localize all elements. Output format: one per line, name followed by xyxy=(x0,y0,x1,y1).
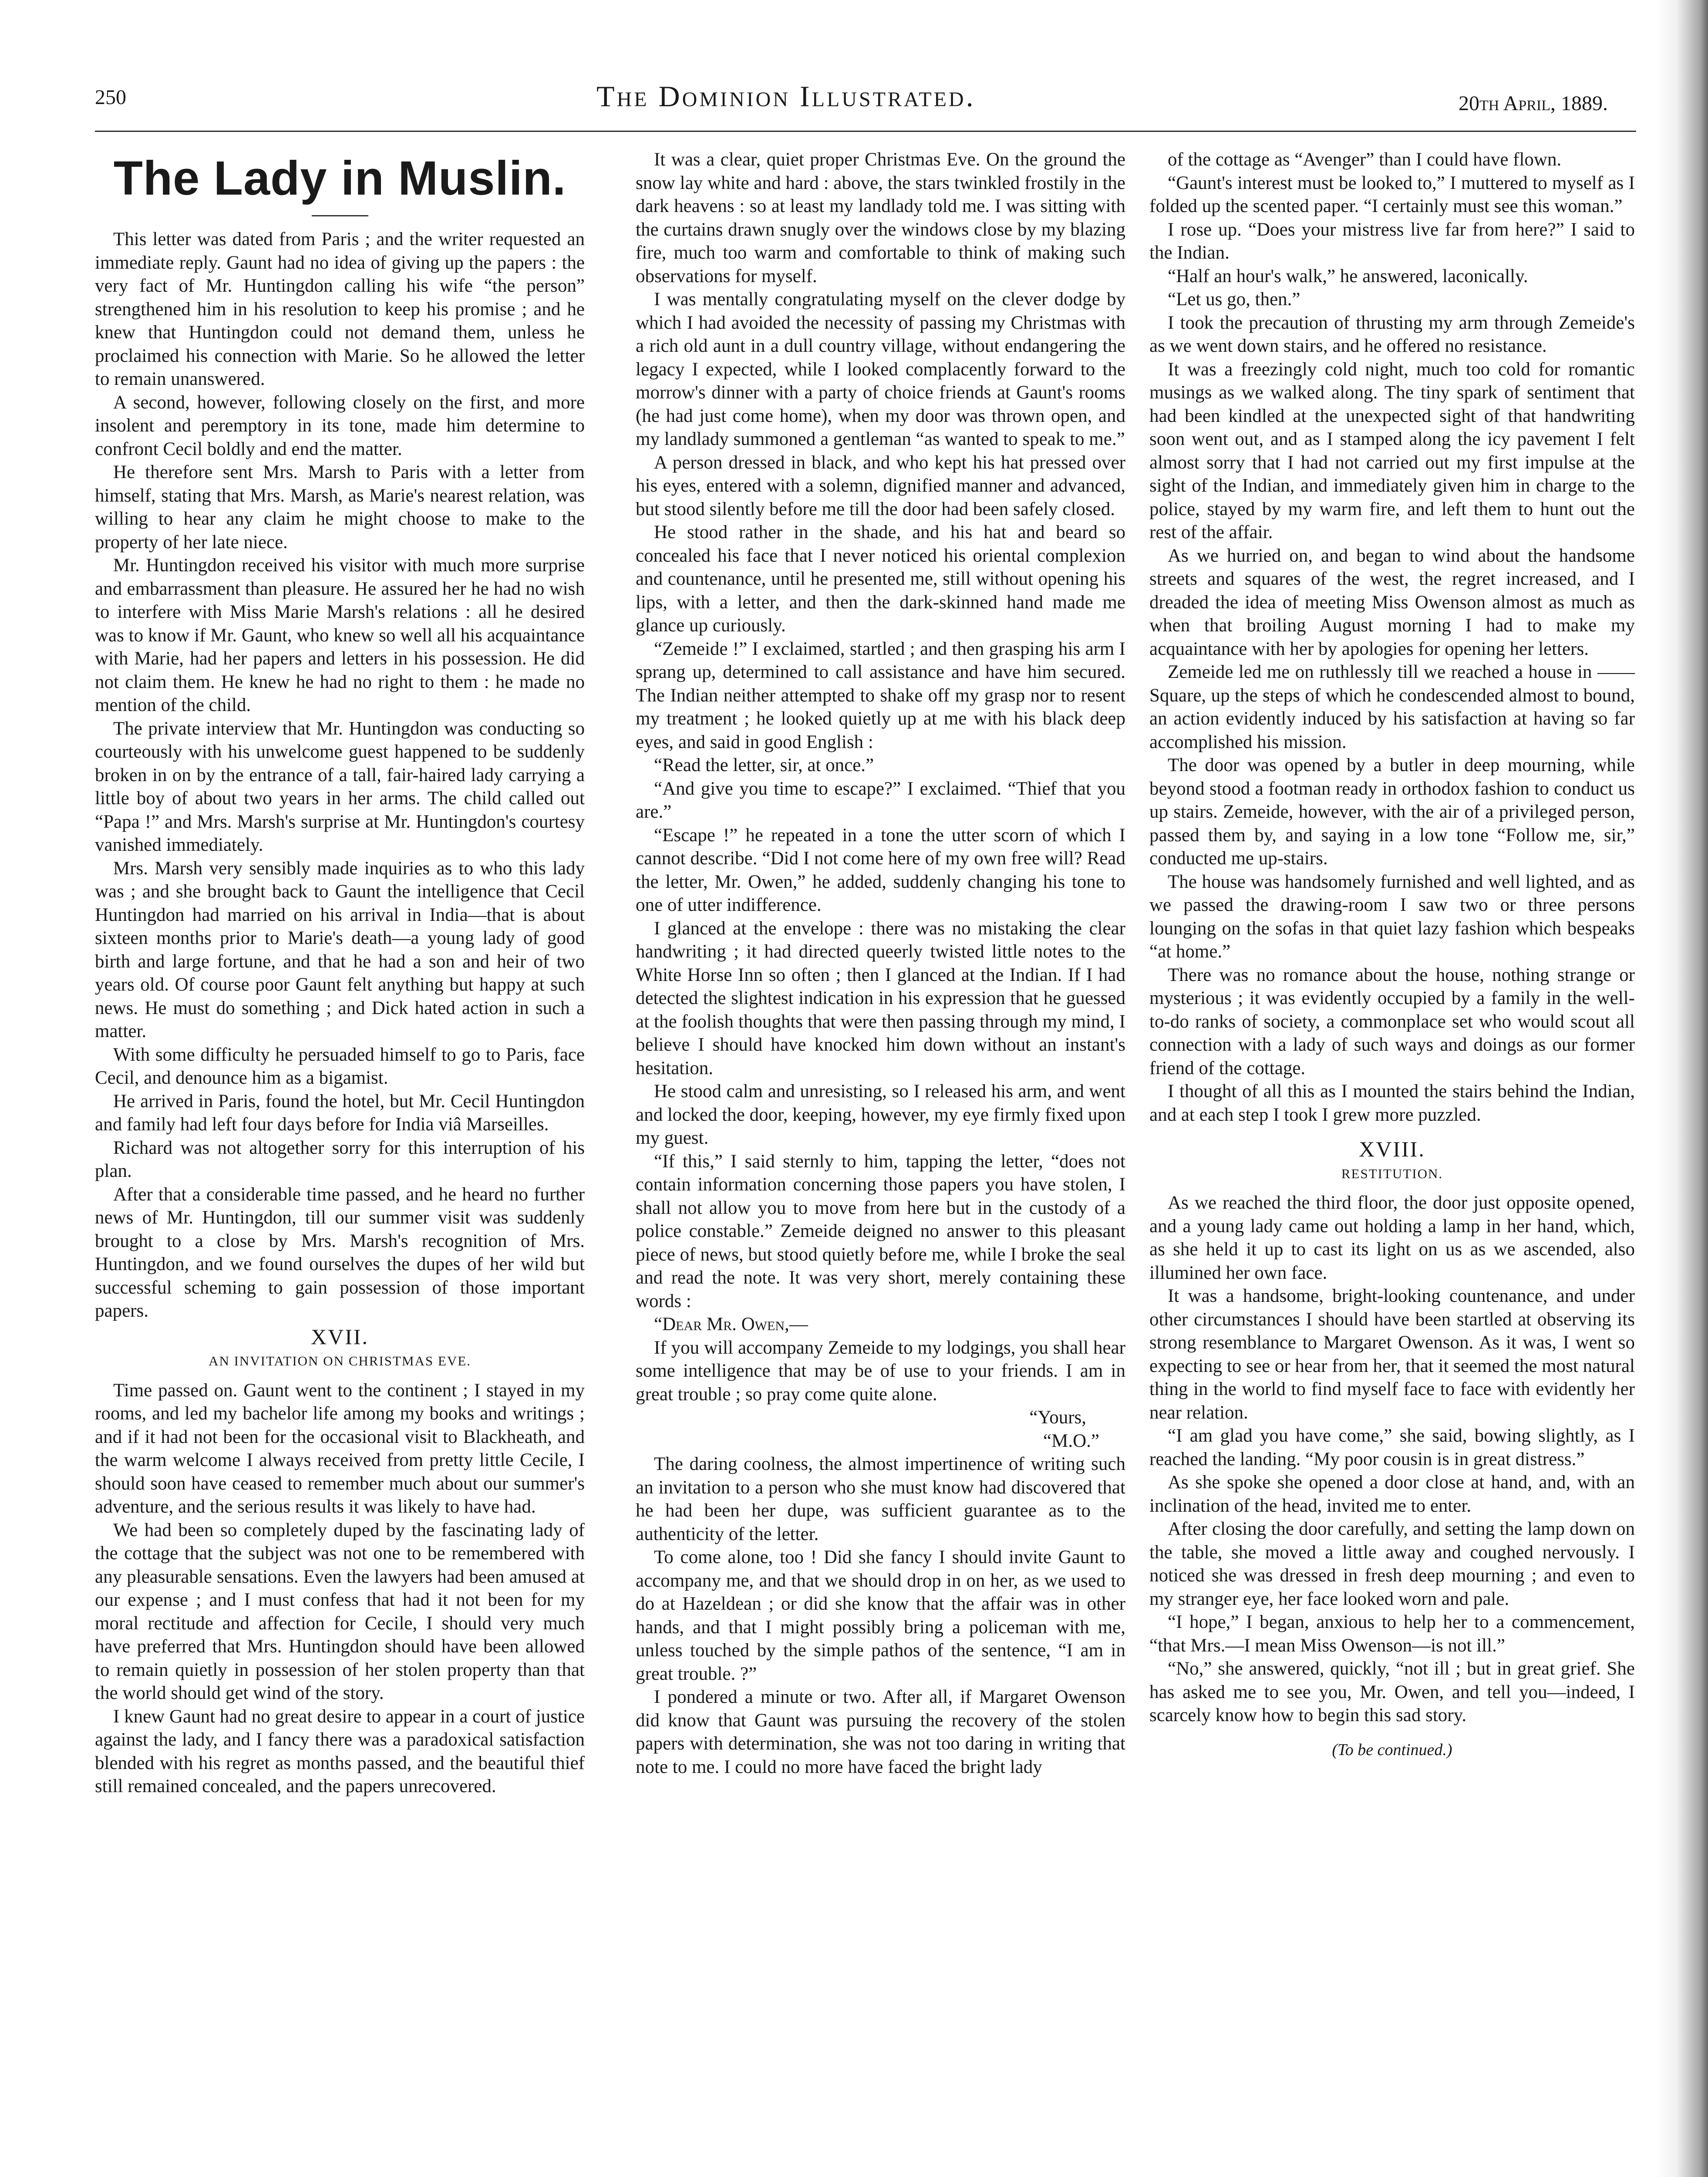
paragraph: A second, however, following closely on the first, and more insolent and peremptory in its tone, made him determine to confront Cecil boldly and end the matter. xyxy=(95,392,585,459)
paragraph: “Zemeide !” I exclaimed, startled ; and then grasping his arm I sprang up, determined to call assistance and have him secured. The Indian neither attempted to shake off my grasp nor to resent my treatment ; he looked quietly up at me with his black deep eyes, and said in good English : xyxy=(636,638,1125,752)
paragraph: As she spoke she opened a door close at hand, and, with an inclination of the head, invited me to enter. xyxy=(1149,1472,1635,1516)
paragraph: Mrs. Marsh very sensibly made inquiries as to who this lady was ; and she brought back to Gaunt the intelligence that Cecil Huntingdon had married on his arrival in India—that is about sixteen months prior to Marie's death—a young lady of good birth and large fortune, and that he had a son and heir of two years old. Of course poor Gaunt felt anything but happy at such news. He must do something ; and Dick hated action in such a matter. xyxy=(95,858,585,1041)
paragraph: I was mentally congratulating myself on the clever dodge by which I had avoided the necessity of passing my Christmas with a rich old aunt in a dull country village, without endangering the legacy I expected, while I looked complacently forward to the morrow's dinner with a party of choice friends at Gaunt's rooms (he had just come home), when my door was thrown open, and my landlady summoned a gentleman “as wanted to speak to me.” xyxy=(636,289,1125,449)
continued-note: (To be continued.) xyxy=(1332,1740,1452,1759)
paragraph: The door was opened by a butler in deep mourning, while beyond stood a footman ready in orthodox fashion to conduct us up stairs. Zemeide, however, with the air of a privileged person, passed them by, and saying in a low tone “Follow me, sir,” conducted me up-stairs. xyxy=(1149,755,1635,869)
paragraph: I thought of all this as I mounted the stairs behind the Indian, and at each step I took I grew more puzzled. xyxy=(1149,1081,1635,1125)
paragraph: It was a handsome, bright-looking countenance, and under other circumstances I should have been startled at observing its strong resemblance to Margaret Owenson. As it was, I went so expecting to see or hear from her, that it seemed the most natural thing in the world to find myself face to face with evidently her near relation. xyxy=(1149,1286,1635,1423)
paragraph: After that a considerable time passed, and he heard no further news of Mr. Huntingdon, till our summer visit was suddenly brought to a close by Mrs. Marsh's recognition of Mrs. Huntingdon, and we found ourselves the dupes of her wild but successful scheming to gain possession of those important papers. xyxy=(95,1184,585,1321)
page-number: 250 xyxy=(95,86,126,109)
paragraph: I knew Gaunt had no great desire to appear in a court of justice against the lady, and I fancy there was a paradoxical satisfaction blended with his regret as months passed, and the beautiful thief still remained concealed, and the papers unrecovered. xyxy=(95,1706,585,1796)
paragraph: The daring coolness, the almost impertinence of writing such an invitation to a person who she must know had discovered that he had been her dupe, was sufficient guarantee as to the authenticity of the letter. xyxy=(636,1454,1125,1544)
paragraph: “If this,” I said sternly to him, tapping the letter, “does not contain information concerning those papers you have stolen, I shall not allow you to move from here but in the custody of a police constable.” Zemeide deigned no answer to this pleasant piece of news, but stood quietly before me, while I broke the seal and read the note. It was very short, merely containing these words : xyxy=(636,1151,1125,1311)
paragraph: I glanced at the envelope : there was no mistaking the clear handwriting ; it had directed queerly twisted little notes to the White Horse Inn so often ; then I glanced at the Indian. If I had detected the slightest indication in his expression that he guessed at the foolish thoughts that were then passing through my mind, I believe I should have knocked him down without an instant's hesitation. xyxy=(636,918,1125,1078)
paragraph: “I am glad you have come,” she said, bowing slightly, as I reached the landing. “My poor cousin is in great distress.” xyxy=(1149,1425,1635,1469)
publication-title: The Dominion Illustrated. xyxy=(596,80,976,113)
chapter-subtitle: AN INVITATION ON CHRISTMAS EVE. xyxy=(209,1353,471,1368)
paragraph: A person dressed in black, and who kept his hat pressed over his eyes, entered with a solemn, dignified manner and advanced, but stood silently before me till the door had been safely closed. xyxy=(636,452,1125,519)
letter-body: If you will accompany Zemeide to my lodgings, you shall hear some intelligence that may be of use to your friends. I am in great trouble ; so pray come quite alone. xyxy=(636,1337,1125,1405)
paragraph: He stood rather in the shade, and his hat and beard so concealed his face that I never noticed his oriental complexion and countenance, until he presented me, still without opening his lips, with a letter, and then the dark-skinned hand made me glance up curiously. xyxy=(636,522,1125,636)
letter-closing: “Yours, xyxy=(1029,1407,1086,1428)
paragraph: To come alone, too ! Did she fancy I should invite Gaunt to accompany me, and that we should drop in on her, as we used to do at Hazeldean ; or did she know that the affair was in other hands, and that I might possibly bring a policeman with me, unless touched by the simple pathos of the sentence, “I am in great trouble. ?” xyxy=(636,1547,1125,1684)
issue-date: 20th April, 1889. xyxy=(1459,92,1608,115)
chapter-number: XVII. xyxy=(310,1324,369,1349)
column-1 xyxy=(95,148,585,1798)
paragraph: “Escape !” he repeated in a tone the utter scorn of which I cannot describe. “Did I not come here of my own free will? Read the letter, Mr. Owen,” he added, suddenly changing his tone to one of utter indifference. xyxy=(636,825,1125,915)
title-rule xyxy=(312,215,368,216)
paragraph: The house was handsomely furnished and well lighted, and as we passed the drawing-room I saw two or three persons lounging on the sofas in that quiet lazy fashion which bespeaks “at home.” xyxy=(1149,871,1635,962)
letter-signature: “M.O.” xyxy=(1043,1430,1099,1451)
paragraph: “I hope,” I began, anxious to help her to a commencement, “that Mrs.—I mean Miss Owenson—is not ill.” xyxy=(1149,1612,1635,1656)
paragraph: We had been so completely duped by the fascinating lady of the cottage that the subject was not one to be remembered with any pleasurable sensations. Even the lawyers had been amused at our expense ; and I must confess that had it not been for my moral rectitude and affection for Cecile, I should very much have preferred that Mrs. Huntingdon should have been allowed to remain quietly in possession of her stolen property than that the world should get wind of the story. xyxy=(95,1520,585,1703)
paragraph: As we reached the third floor, the door just opposite opened, and a young lady came out holding a lamp in her hand, which, as she held it up to cast its light on us as we ascended, also illumined her own face. xyxy=(1149,1193,1635,1283)
paragraph: I rose up. “Does your mistress live far from here?” I said to the Indian. xyxy=(1149,219,1635,263)
paragraph: This letter was dated from Paris ; and the writer requested an immediate reply. Gaunt had no idea of giving up the papers : the very fact of Mr. Huntingdon calling his wife “the person” strengthened him in his resolution to keep his promise ; and he knew that Huntingdon could not demand them, unless he proclaimed his connection with Marie. So he allowed the letter to remain unanswered. xyxy=(95,229,585,389)
paragraph: “Read the letter, sir, at once.” xyxy=(654,755,874,775)
paragraph: After closing the door carefully, and setting the lamp down on the table, she moved a little away and coughed nervously. I noticed she was dressed in fresh deep mourning ; and even to my stranger eye, her face looked worn and pale. xyxy=(1149,1519,1635,1609)
paragraph: It was a clear, quiet proper Christmas Eve. On the ground the snow lay white and hard : above, the stars twinkled frostily in the dark heavens : so at least my landlady told me. I was sitting with the curtains drawn snugly over the windows close by my blazing fire, much too warm and comfortable to think of making such observations for myself. xyxy=(636,149,1125,286)
paragraph: As we hurried on, and began to wind about the handsome streets and squares of the west, the regret increased, and I dreaded the idea of meeting Miss Owenson almost as much as when that broiling August morning I had to make my acquaintance with her by apologies for opening her letters. xyxy=(1149,545,1635,659)
paragraph: I pondered a minute or two. After all, if Margaret Owenson did know that Gaunt was pursuing the recovery of the stolen papers with determination, she was not too daring in writing that note to me. I could no more have faced the bright lady xyxy=(636,1687,1125,1777)
paragraph: “Let us go, then.” xyxy=(1168,289,1300,310)
paragraph: The private interview that Mr. Huntingdon was conducting so courteously with his unwelcome guest happened to be suddenly broken in on by the entrance of a tall, fair-haired lady carrying a little boy of about two years in her arms. The child called out “Papa !” and Mrs. Marsh's surprise at Mr. Huntingdon's courtesy vanished immediately. xyxy=(95,718,585,855)
article-title: The Lady in Muslin. xyxy=(113,152,566,205)
paragraph: “Gaunt's interest must be looked to,” I muttered to myself as I folded up the scented paper. “I certainly must see this woman.” xyxy=(1149,172,1635,216)
paragraph: Time passed on. Gaunt went to the continent ; I stayed in my rooms, and led my bachelor life among my books and writings ; and if it had not been for the occasional visit to Blackheath, and the warm welcome I always received from pretty little Cecile, I should soon have ceased to remember much about our summer's adventure, and the serious results it was likely to have had. xyxy=(95,1380,585,1517)
paragraph: “No,” she answered, quickly, “not ill ; but in great grief. She has asked me to see you, Mr. Owen, and tell you—indeed, I scarcely know how to begin this sad story. xyxy=(1149,1658,1635,1725)
paragraph: Mr. Huntingdon received his visitor with much more surprise and embarrassment than pleasure. He assured her he had no wish to interfere with Miss Marie Marsh's relations : all he desired was to know if Mr. Gaunt, who knew so well all his acquaintance with Marie, had her papers and letters in his possession. He did not claim them. He knew he had no right to them : he made no mention of the child. xyxy=(95,555,585,715)
column-3 xyxy=(1149,148,1635,1762)
chapter-number: XVIII. xyxy=(1359,1137,1425,1161)
paragraph: of the cottage as “Avenger” than I could have flown. xyxy=(1168,149,1562,170)
paragraph: Zemeide led me on ruthlessly till we reached a house in —— Square, up the steps of which he condescended almost to bound, an action evidently induced by his satisfaction at having so far accomplished his mission. xyxy=(1149,662,1635,752)
paragraph: I took the precaution of thrusting my arm through Zemeide's as we went down stairs, and he offered no resistance. xyxy=(1149,312,1635,356)
paragraph: He arrived in Paris, found the hotel, but Mr. Cecil Huntingdon and family had left four days before for India viâ Marseilles. xyxy=(95,1091,585,1135)
paragraph: He therefore sent Mrs. Marsh to Paris with a letter from himself, stating that Mrs. Marsh, as Marie's nearest relation, was willing to hear any claim he might choose to make to the property of her late niece. xyxy=(95,462,585,553)
paragraph: Richard was not altogether sorry for this interruption of his plan. xyxy=(95,1137,585,1181)
paragraph: He stood calm and unresisting, so I released his arm, and went and locked the door, keeping, however, my eye firmly fixed upon my guest. xyxy=(636,1081,1125,1148)
paragraph: There was no romance about the house, nothing strange or mysterious ; it was evidently occupied by a family in the well-to-do ranks of society, a commonplace set who would scout all connection with a lady of such ways and doings as our former friend of the cottage. xyxy=(1149,964,1635,1078)
paragraph: “Half an hour's walk,” he answered, laconically. xyxy=(1168,266,1528,286)
binding-shadow xyxy=(1656,0,1708,2177)
chapter-subtitle: RESTITUTION. xyxy=(1341,1166,1443,1181)
letter-salutation: “Dear Mr. Owen,— xyxy=(654,1314,808,1335)
paragraph: With some difficulty he persuaded himself to go to Paris, face Cecil, and denounce him as a bigamist. xyxy=(95,1044,585,1088)
header-rule xyxy=(95,131,1636,132)
paragraph: It was a freezingly cold night, much too cold for romantic musings as we walked along. The tiny spark of sentiment that had been kindled at the unexpected sight of that handwriting soon went out, and as I stamped along the icy pavement I felt almost sorry that I had not carried out my first impulse at the sight of the Indian, and immediately given him in charge to the police, stayed by my warm fire, and left them to hunt out the rest of the affair. xyxy=(1149,359,1635,543)
column-2 xyxy=(636,148,1125,1779)
paragraph: “And give you time to escape?” I exclaimed. “Thief that you are.” xyxy=(636,778,1125,822)
